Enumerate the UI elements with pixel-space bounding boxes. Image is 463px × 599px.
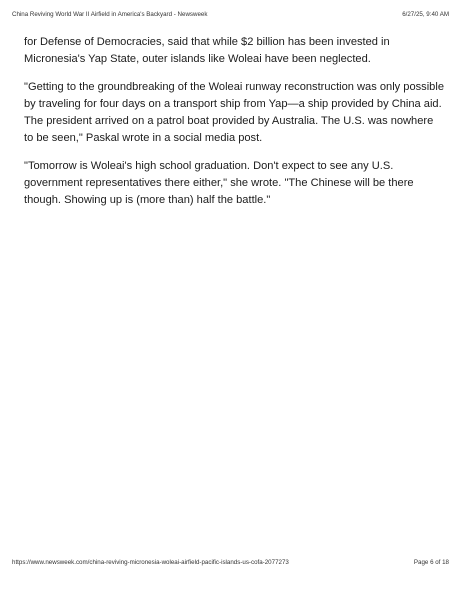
article-body: [24, 34, 444, 220]
print-timestamp: 6/27/25, 9:40 AM: [402, 11, 449, 18]
article-paragraph: "Tomorrow is Woleai's high school graduation. Don't expect to see any U.S. government representatives there either," she wrote. "The Chinese will be there though. Showing up is (more than) half the battle.": [24, 160, 414, 206]
article-paragraph: for Defense of Democracies, said that while $2 billion has been invested in Micronesia's Yap State, outer islands like Woleai have been neglected.: [24, 36, 390, 65]
page-number: Page 6 of 18: [413, 559, 449, 566]
article-paragraph: "Getting to the groundbreaking of the Woleai runway reconstruction was only possible by traveling for four days on a transport ship from Yap—a ship provided by China aid. The president arrived on a patrol boat provided by Australia. The U.S. was nowhere to be seen," Paskal wrote in a social media post.: [24, 81, 444, 144]
page-url: https://www.newsweek.com/china-reviving-micronesia-woleai-airfield-pacific-islands-us-cofa-2077273: [12, 559, 289, 566]
page-title: China Reviving World War II Airfield in America's Backyard - Newsweek: [12, 11, 208, 18]
